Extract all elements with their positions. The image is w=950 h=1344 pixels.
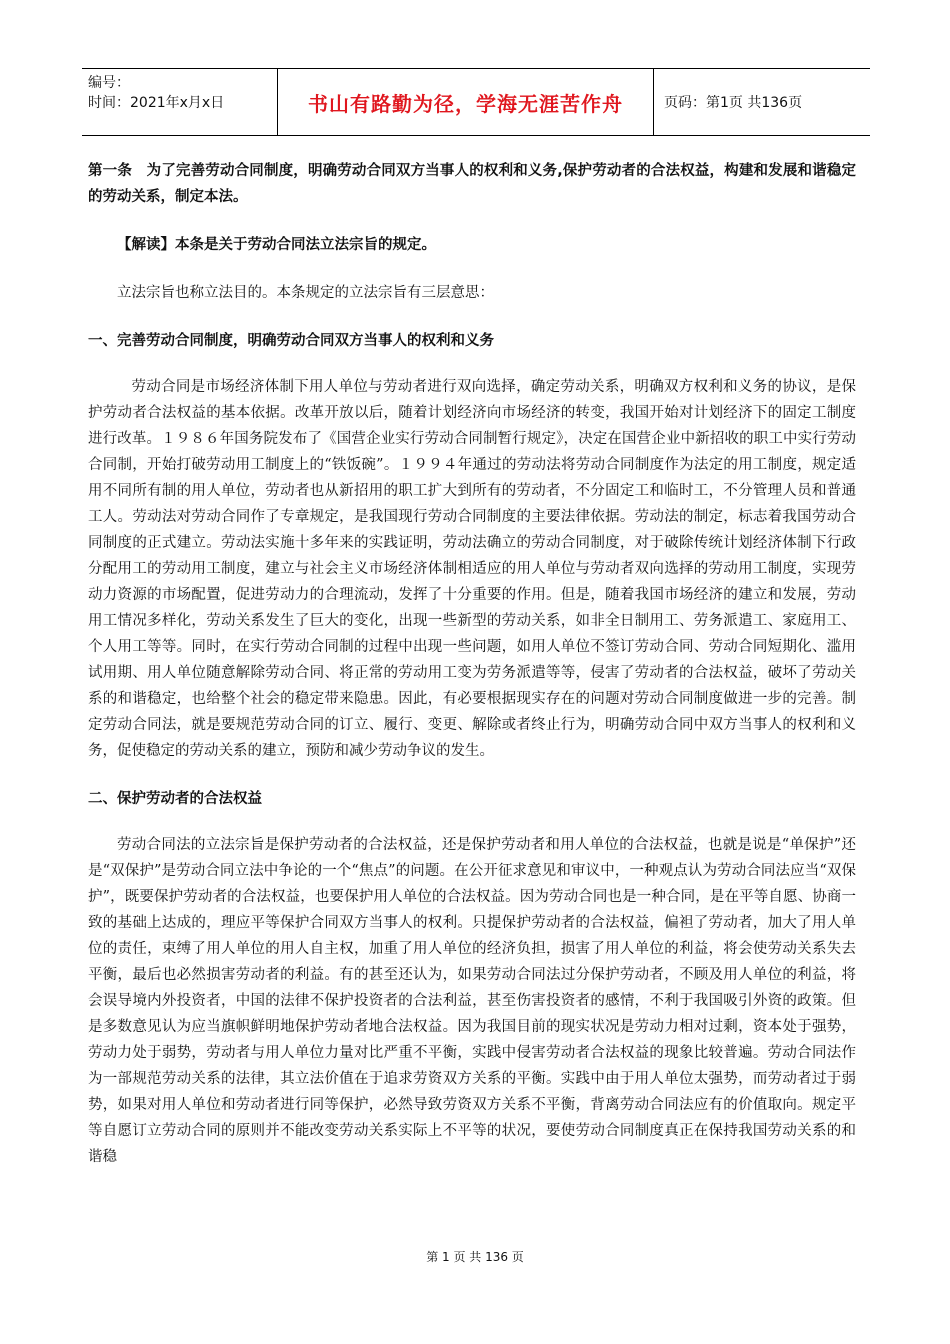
header-page-info: 页码：第1页 共136页 [664, 95, 803, 111]
document-body [88, 158, 856, 1170]
section-heading-1: 一、完善劳动合同制度，明确劳动合同双方当事人的权利和义务 [88, 333, 494, 349]
doc-time-label: 时间：2021年x月x日 [88, 95, 225, 111]
page-header [82, 68, 870, 136]
interpretation-line: 【解读】本条是关于劳动合同法立法宗旨的规定。 [117, 237, 436, 253]
body-paragraph-1: 劳动合同是市场经济体制下用人单位与劳动者进行双向选择，确定劳动关系，明确双方权利和义务的协议，是保护劳动者合法权益的基本依据。改革开放以后，随着计划经济向市场经济的转变，我国开始对计划经济下的固定工制度进行改革。１９８６年国务院发布了《国营企业实行劳动合同制暂行规定》，决定在国营企业中新招收的职工中实行劳动合同制，开始打破劳动用工制度上的“铁饭碗”。１９９４年通过的劳动法将劳动合同制度作为法定的用工制度，规定适用不同所有制的用人单位，劳动者也从新招用的职工扩大到所有的劳动者，不分固定工和临时工，不分管理人员和普通工人。劳动法对劳动合同作了专章规定，是我国现行劳动合同制度的主要法律依据。劳动法的制定，标志着我国劳动合同制度的正式建立。劳动法实施十多年来的实践证明，劳动法确立的劳动合同制度，对于破除传统计划经济体制下行政分配用工的劳动用工制度，建立与社会主义市场经济体制相适应的用人单位与劳动者双向选择的劳动用工制度，实现劳动力资源的市场配置，促进劳动力的合理流动，发挥了十分重要的作用。但是，随着我国市场经济的建立和发展，劳动用工情况多样化，劳动关系发生了巨大的变化，出现一些新型的劳动关系，如非全日制用工、劳务派遣工、家庭用工、个人用工等等。同时，在实行劳动合同制的过程中出现一些问题，如用人单位不签订劳动合同、劳动合同短期化、滥用试用期、用人单位随意解除劳动合同、将正常的劳动用工变为劳务派遣等等，侵害了劳动者的合法权益，破坏了劳动关系的和谐稳定，也给整个社会的稳定带来隐患。因此，有必要根据现实存在的问题对劳动合同制度做进一步的完善。制定劳动合同法，就是要规范劳动合同的订立、履行、变更、解除或者终止行为，明确劳动合同中双方当事人的权利和义务，促使稳定的劳动关系的建立，预防和减少劳动争议的发生。 [88, 379, 856, 759]
page-footer: 第 1 页 共 136 页 [426, 1250, 524, 1264]
article-1: 第一条 为了完善劳动合同制度，明确劳动合同双方当事人的权利和义务,保护劳动者的合法权益，构建和发展和谐稳定的劳动关系，制定本法。 [88, 163, 856, 205]
header-motto: 书山有路勤为径，学海无涯苦作舟 [278, 69, 654, 135]
intro-paragraph: 立法宗旨也称立法目的。本条规定的立法宗旨有三层意思： [117, 285, 494, 301]
doc-number-label: 编号： [88, 75, 130, 91]
section-heading-2: 二、保护劳动者的合法权益 [88, 791, 262, 807]
header-meta [82, 69, 278, 135]
body-paragraph-2: 劳动合同法的立法宗旨是保护劳动者的合法权益，还是保护劳动者和用人单位的合法权益，也就是说是“单保护”还是“双保护”是劳动合同立法中争论的一个“焦点”的问题。在公开征求意见和审议中，一种观点认为劳动合同法应当“双保护”，既要保护劳动者的合法权益，也要保护用人单位的合法权益。因为劳动合同也是一种合同，是在平等自愿、协商一致的基础上达成的，理应平等保护合同双方当事人的权利。只提保护劳动者的合法权益，偏袒了劳动者，加大了用人单位的责任，束缚了用人单位的用人自主权，加重了用人单位的经济负担，损害了用人单位的利益，将会使劳动关系失去平衡，最后也必然损害劳动者的利益。有的甚至还认为，如果劳动合同法过分保护劳动者，不顾及用人单位的利益，将会误导境内外投资者，中国的法律不保护投资者的合法利益，甚至伤害投资者的感情，不利于我国吸引外资的政策。但是多数意见认为应当旗帜鲜明地保护劳动者地合法权益。因为我国目前的现实状况是劳动力相对过剩，资本处于强势，劳动力处于弱势，劳动者与用人单位力量对比严重不平衡，实践中侵害劳动者合法权益的现象比较普遍。劳动合同法作为一部规范劳动关系的法律，其立法价值在于追求劳资双方关系的平衡。实践中由于用人单位太强势，而劳动者过于弱势，如果对用人单位和劳动者进行同等保护，必然导致劳资双方关系不平衡，背离劳动合同法应有的价值取向。规定平等自愿订立劳动合同的原则并不能改变劳动关系实际上不平等的状况，要使劳动合同制度真正在保持我国劳动关系的和谐稳 [88, 837, 856, 1165]
